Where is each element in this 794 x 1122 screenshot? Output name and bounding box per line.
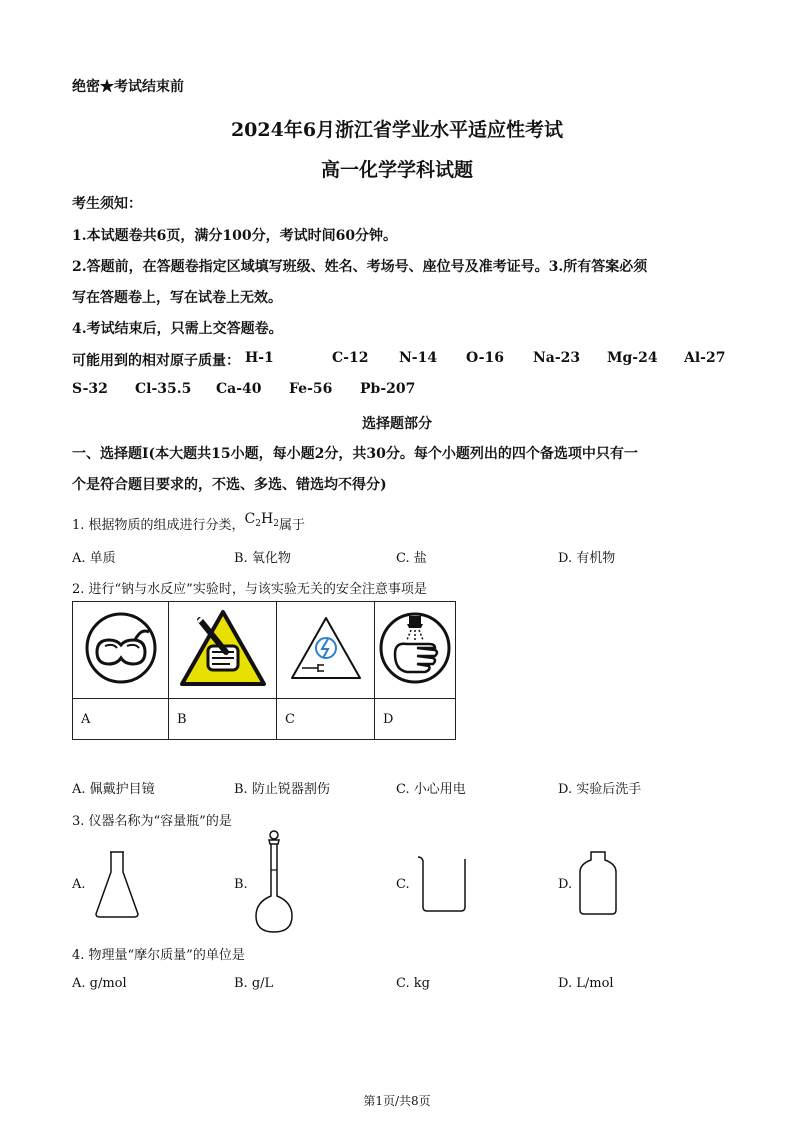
sharp-object-warning-icon <box>178 606 268 690</box>
electric-warning-icon <box>288 610 364 686</box>
q1-option-b[interactable]: B. 氧化物 <box>234 551 291 566</box>
formula-c-sub: 2 <box>255 519 261 529</box>
mass-item: N-14 <box>399 350 438 366</box>
question-1 <box>72 511 305 533</box>
label-b: B <box>169 699 277 740</box>
beaker-icon <box>416 853 470 913</box>
q2-option-c[interactable]: C. 小心用电 <box>396 782 466 797</box>
question-2: 2. 进行“钠与水反应”实验时，与该实验无关的安全注意事项是 <box>72 582 427 597</box>
formula-h: H <box>261 511 274 527</box>
mass-item: Ca-40 <box>216 381 262 397</box>
section-title: 选择题部分 <box>362 416 432 432</box>
question-4: 4. 物理量“摩尔质量”的单位是 <box>72 948 245 963</box>
q3-option-d[interactable]: D. <box>558 877 573 892</box>
question-1-text: 1. 根据物质的组成进行分类， <box>72 518 245 533</box>
q4-option-b[interactable]: B. g/L <box>234 976 274 991</box>
formula-h-sub: 2 <box>273 519 279 529</box>
section-instructions-cont: 个是符合题目要求的，不选、多选、错选均不得分) <box>72 477 387 493</box>
mass-item: C-12 <box>332 350 369 366</box>
q2-option-b[interactable]: B. 防止锐器割伤 <box>234 782 330 797</box>
label-c: C <box>277 699 375 740</box>
formula-c2h2 <box>245 511 279 527</box>
mass-item: Al-27 <box>684 350 726 366</box>
note-2-cont: 写在答题卷上，写在试卷上无效。 <box>72 290 282 306</box>
q4-option-d[interactable]: D. L/mol <box>558 976 614 991</box>
mass-item: Fe-56 <box>289 381 333 397</box>
conical-flask-icon <box>92 848 142 920</box>
question-1-suffix: 属于 <box>278 518 305 533</box>
notes-heading: 考生须知： <box>72 196 142 212</box>
q1-option-c[interactable]: C. 盐 <box>396 551 427 566</box>
page-number: 第1页/共8页 <box>363 1094 431 1108</box>
label-a: A <box>73 699 169 740</box>
safety-icons-table <box>72 601 456 740</box>
mass-item: O-16 <box>466 350 505 366</box>
hand-washing-icon <box>377 610 453 686</box>
volumetric-flask-icon <box>252 830 296 934</box>
masses-label: 可能用到的相对原子质量： <box>72 353 240 369</box>
secret-label: 绝密★考试结束前 <box>72 79 184 95</box>
section-instructions: 一、选择题Ⅰ(本大题共15小题，每小题2分，共30分。每个小题列出的四个备选项中只有一 <box>72 446 638 462</box>
q4-option-c[interactable]: C. kg <box>396 976 430 991</box>
electric-cell <box>277 602 375 699</box>
q3-option-b[interactable]: B. <box>234 877 248 892</box>
reagent-bottle-icon <box>578 850 618 916</box>
label-d: D <box>375 699 456 740</box>
goggles-cell <box>73 602 169 699</box>
q3-option-a[interactable]: A. <box>72 877 86 892</box>
mass-item: Cl-35.5 <box>135 381 192 397</box>
q2-option-a[interactable]: A. 佩戴护目镜 <box>72 782 155 797</box>
question-3: 3. 仪器名称为“容量瓶”的是 <box>72 814 232 829</box>
mass-item: Pb-207 <box>360 381 416 397</box>
mass-item: S-32 <box>72 381 108 397</box>
note-2: 2.答题前，在答题卷指定区域填写班级、姓名、考场号、座位号及准考证号。3.所有答案必须 <box>72 259 648 275</box>
note-4: 4.考试结束后，只需上交答题卷。 <box>72 321 283 337</box>
q1-option-d[interactable]: D. 有机物 <box>558 551 616 566</box>
sharp-cell <box>169 602 277 699</box>
mass-item: Na-23 <box>533 350 581 366</box>
q2-option-d[interactable]: D. 实验后洗手 <box>558 782 642 797</box>
exam-subtitle: 高一化学学科试题 <box>320 159 473 181</box>
note-1: 1.本试题卷共6页，满分100分，考试时间60分钟。 <box>72 228 398 244</box>
q4-option-a[interactable]: A. g/mol <box>72 976 127 991</box>
handwash-cell <box>375 602 456 699</box>
formula-c: C <box>244 511 256 527</box>
mass-item: Mg-24 <box>607 350 658 366</box>
q3-option-c[interactable]: C. <box>396 877 410 892</box>
q1-option-a[interactable]: A. 单质 <box>72 551 116 566</box>
exam-title: 2024年6月浙江省学业水平适应性考试 <box>230 119 564 141</box>
mass-item: H-1 <box>245 350 274 366</box>
goggles-icon <box>83 610 159 686</box>
